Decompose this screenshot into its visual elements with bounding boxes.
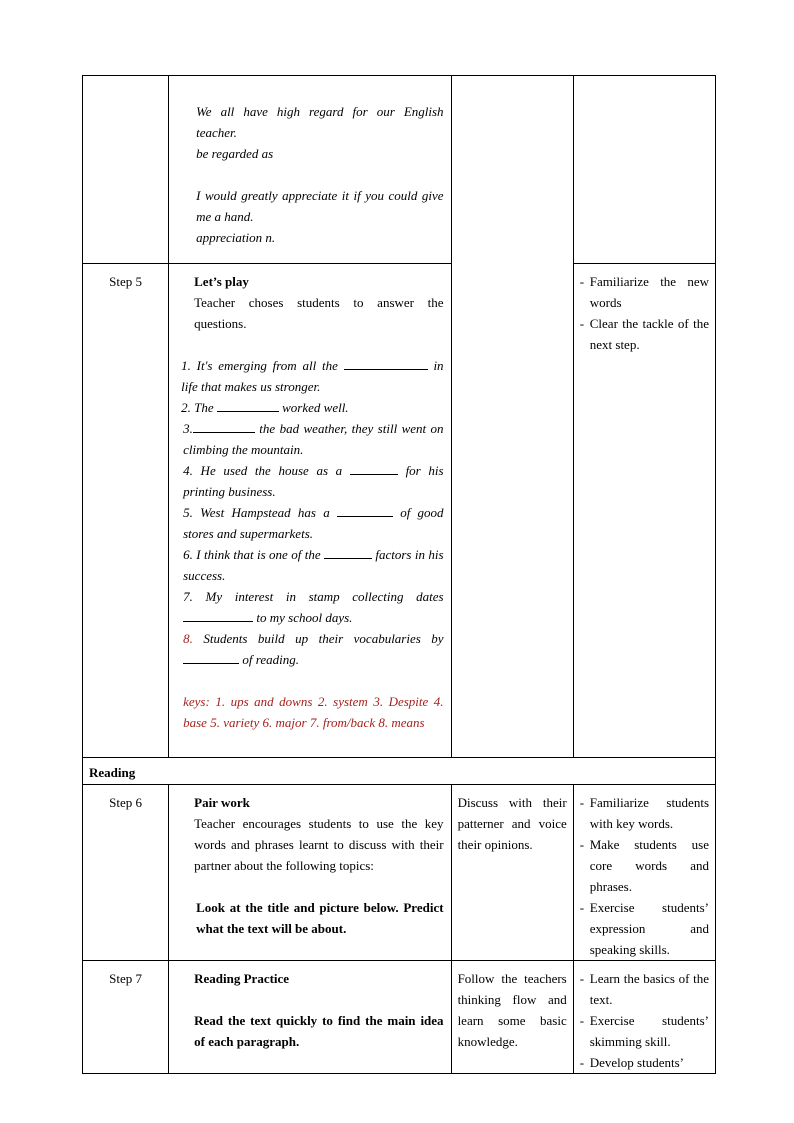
step6-activity: Discuss with their patterner and voice their opinions. (451, 785, 573, 961)
step5-label: Step 5 (83, 264, 169, 758)
step6-label: Step 6 (83, 785, 169, 961)
step6-note-1: - Familiarize students with key words. (579, 795, 709, 831)
step7-title: Reading Practice (194, 971, 290, 986)
question-3: 3. the bad weather, they still went on climbing the mountain. (183, 421, 444, 457)
answer-keys: keys: 1. ups and downs 2. system 3. Despite 4. base 5. variety 6. major 7. from/back 8. means (183, 694, 444, 730)
question-5: 5. West Hampstead has a of good stores and supermarkets. (183, 505, 444, 541)
step7-row (83, 961, 716, 1074)
example-sentence-2: I would greatly appreciate it if you could give me a hand. (196, 188, 444, 224)
step7-note-1: - Learn the basics of the text. (579, 971, 709, 1007)
question-8-number: 8. (183, 631, 193, 646)
step6-row (83, 785, 716, 961)
step6-note-2: - Make students use core words and phrases. (579, 837, 709, 894)
step6-intro: Teacher encourages students to use the key words and phrases learnt to discuss with their partner about the following topics: (194, 816, 444, 873)
question-4: 4. He used the house as a for his printing business. (183, 463, 444, 499)
continuation-row (83, 76, 716, 264)
phrase-be-regarded-as: be regarded as (196, 146, 274, 161)
step5-intro: Teacher choses students to answer the questions. (194, 295, 444, 331)
lesson-plan-table (82, 75, 716, 1074)
step5-note-2: - Clear the tackle of the next step. (579, 316, 709, 352)
step5-content (169, 264, 451, 758)
step5-note-1: - Familiarize the new words (579, 274, 709, 310)
question-8: 8. Students build up their vocabularies by of reading. (183, 631, 444, 667)
step5-purpose (573, 264, 715, 758)
step7-activity: Follow the teachers thinking flow and learn some basic knowledge. (451, 961, 573, 1074)
question-6: 6. I think that is one of the factors in his success. (183, 547, 444, 583)
step6-content (169, 785, 451, 961)
step7-label: Step 7 (83, 961, 169, 1074)
step7-note-2: - Exercise students’ skimming skill. (579, 1013, 709, 1049)
step6-title: Pair work (194, 795, 250, 810)
vocab-examples-cell (169, 76, 451, 264)
step7-task: Read the text quickly to find the main idea of each paragraph. (194, 1013, 444, 1049)
word-appreciation: appreciation n. (196, 230, 276, 245)
step6-note-3: - Exercise students’ expression and speaking skills. (579, 900, 709, 957)
reading-section-row (83, 758, 716, 785)
step7-purpose (573, 961, 715, 1074)
step5-title: Let’s play (194, 274, 249, 289)
activity-cell-merged (451, 76, 573, 758)
purpose-cell-empty (573, 76, 715, 264)
step7-note-3: - Develop students’ (579, 1055, 684, 1070)
example-sentence-1: We all have high regard for our English teacher. (196, 104, 444, 140)
question-1: 1. It's emerging from all the in life that makes us stronger. (181, 358, 444, 394)
step6-purpose (573, 785, 715, 961)
step-cell-empty (83, 76, 169, 264)
step6-task: Look at the title and picture below. Predict what the text will be about. (196, 900, 444, 936)
step5-row (83, 264, 716, 758)
question-7: 7. My interest in stamp collecting dates to my school days. (183, 589, 444, 625)
question-2: 2. The worked well. (181, 400, 349, 415)
section-title-reading: Reading (83, 758, 716, 785)
step7-content (169, 961, 451, 1074)
